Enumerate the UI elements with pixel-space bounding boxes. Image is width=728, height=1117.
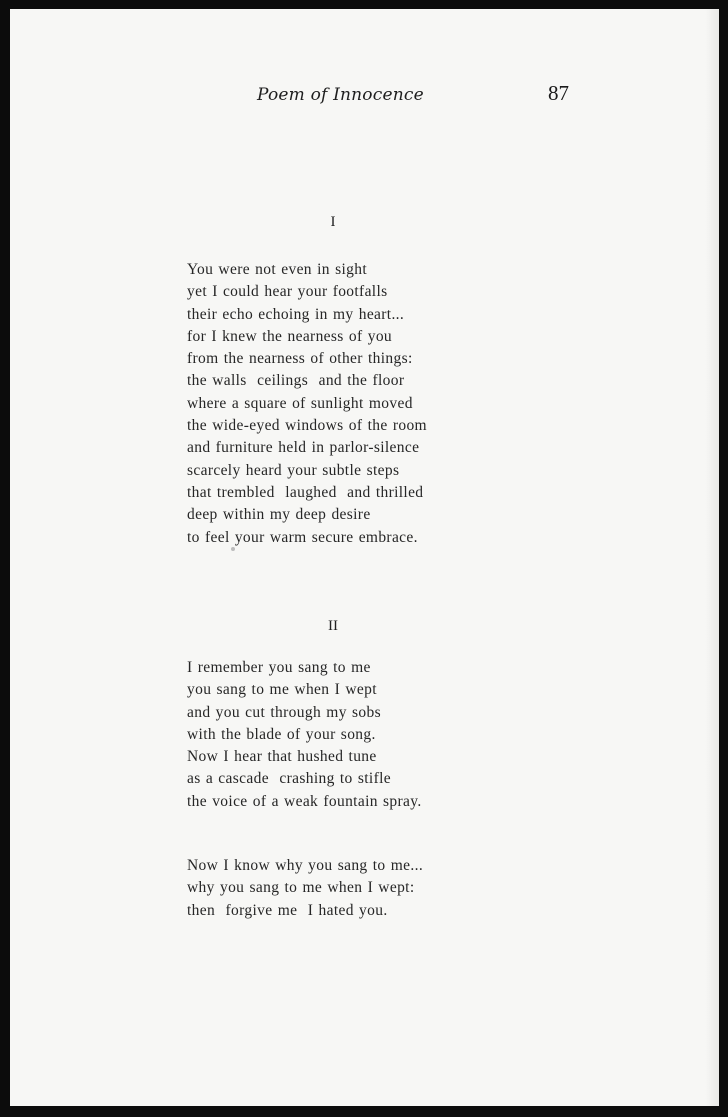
stanza-1 bbox=[187, 259, 427, 549]
poem-line: to feel your warm secure embrace. bbox=[187, 528, 418, 546]
poem-line: deep within my deep desire bbox=[187, 506, 371, 524]
poem-line: why you sang to me when I wept: bbox=[187, 879, 415, 897]
ink-speck bbox=[231, 547, 235, 551]
poem-line: their echo echoing in my heart... bbox=[187, 305, 405, 323]
poem-line: then forgive me I hated you. bbox=[187, 901, 388, 919]
poem-line: for I knew the nearness of you bbox=[187, 327, 393, 345]
poem-line: you sang to me when I wept bbox=[187, 681, 377, 699]
running-title: Poem of Innocence bbox=[257, 85, 424, 105]
stanza-3 bbox=[187, 855, 423, 922]
running-head bbox=[10, 77, 719, 107]
poem-line: and furniture held in parlor-silence bbox=[187, 439, 420, 457]
poem-line: with the blade of your song. bbox=[187, 725, 376, 743]
section-numeral-1: I bbox=[330, 214, 336, 230]
poem-line: scarcely heard your subtle steps bbox=[187, 461, 400, 479]
poem-line: the walls ceilings and the floor bbox=[187, 372, 405, 390]
poem-line: and you cut through my sobs bbox=[187, 703, 381, 721]
page-edge-shadow bbox=[705, 9, 719, 1106]
poem-line: from the nearness of other things: bbox=[187, 350, 413, 368]
poem-line: that trembled laughed and thrilled bbox=[187, 483, 424, 501]
poem-line: yet I could hear your footfalls bbox=[187, 283, 388, 301]
book-page bbox=[10, 9, 719, 1106]
poem-line: the voice of a weak fountain spray. bbox=[187, 792, 422, 810]
poem-line: as a cascade crashing to stifle bbox=[187, 770, 391, 788]
poem-line: You were not even in sight bbox=[187, 261, 367, 278]
poem-line: where a square of sunlight moved bbox=[187, 394, 413, 412]
page-number: 87 bbox=[548, 81, 569, 105]
poem-line: Now I hear that hushed tune bbox=[187, 748, 377, 766]
poem-line: the wide-eyed windows of the room bbox=[187, 417, 427, 435]
poem-line: Now I know why you sang to me... bbox=[187, 857, 424, 874]
poem-line: I remember you sang to me bbox=[187, 659, 371, 676]
section-numeral-2: II bbox=[328, 618, 338, 634]
stanza-2 bbox=[187, 657, 422, 813]
